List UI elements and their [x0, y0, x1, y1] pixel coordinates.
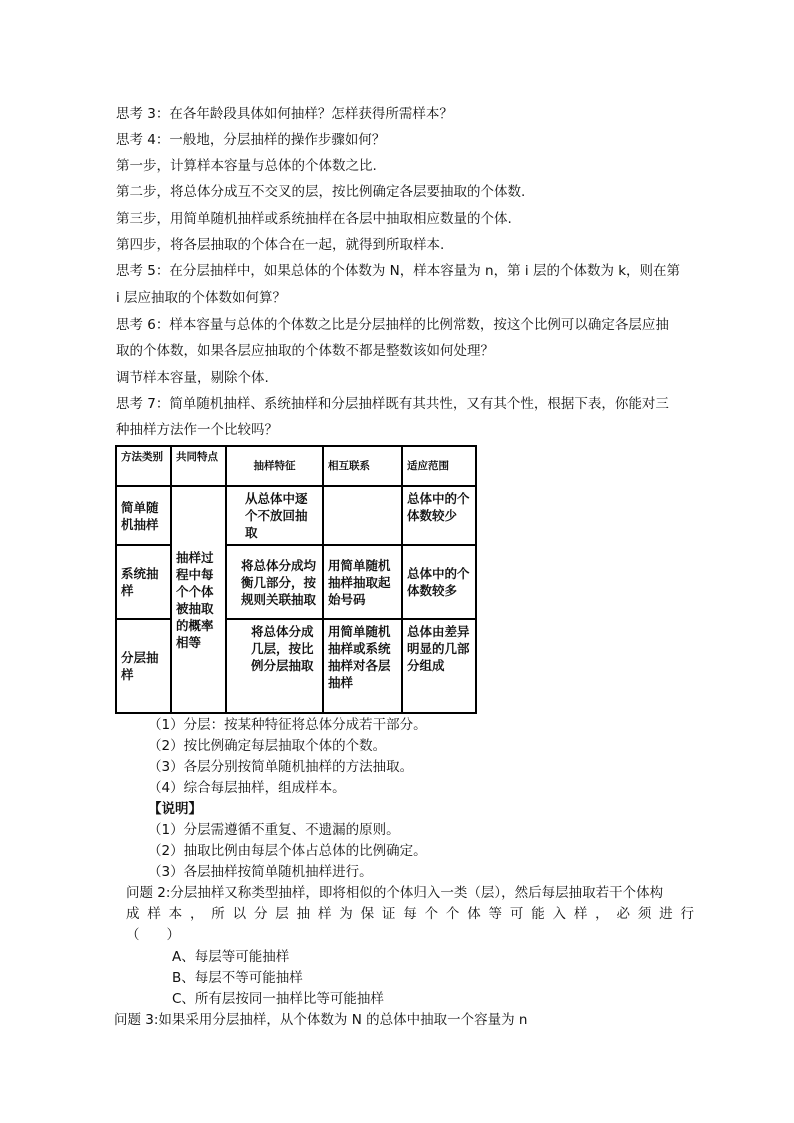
question-7-line-2: 种抽样方法作一个比较吗？ — [116, 422, 278, 438]
question-6-line-1: 思考 6：样本容量与总体的个体数之比是分层抽样的比例常数，按这个比例可以确定各层应抽 — [116, 317, 669, 333]
stratify-step-4: （4）综合每层抽样，组成样本。 — [148, 780, 346, 796]
question-5-line-2: i 层应抽取的个体数如何算？ — [116, 290, 287, 306]
note-1: （1）分层需遵循不重复、不遗漏的原则。 — [148, 822, 400, 838]
step-1: 第一步，计算样本容量与总体的个体数之比. — [116, 158, 377, 174]
question-5-line-1: 思考 5：在分层抽样中，如果总体的个体数为 N，样本容量为 n，第 i 层的个体数为 k，则在第 — [116, 263, 681, 279]
header-feature: 抽样特征 — [226, 446, 323, 486]
step-4: 第四步，将各层抽取的个体合在一起，就得到所取样本. — [116, 237, 445, 253]
table-row — [116, 619, 476, 713]
relation-systematic: 用简单随机抽样抽取起始号码 — [323, 545, 402, 619]
feature-systematic: 将总体分成均衡几部分，按规则关联抽取 — [226, 545, 323, 619]
option-c: C、所有层按同一抽样比等可能抽样 — [172, 991, 384, 1007]
step-3: 第三步，用简单随机抽样或系统抽样在各层中抽取相应数量的个体. — [116, 211, 512, 227]
problem-2-line-2: 成 样 本 ， 所 以 分 层 抽 样 为 保 证 每 个 个 体 等 可 能 入 样 ， 必 须 进 行 — [126, 906, 694, 922]
header-scope: 适应范围 — [402, 446, 476, 486]
relation-stratified: 用简单随机抽样或系统抽样对各层抽样 — [323, 619, 402, 713]
question-6-line-2: 取的个体数，如果各层应抽取的个体数不都是整数该如何处理？ — [116, 343, 494, 359]
problem-3: 问题 3:如果采用分层抽样，从个体数为 N 的总体中抽取一个容量为 n — [114, 1012, 528, 1028]
relation-simple-random — [323, 486, 402, 545]
common-feature: 抽样过程中每个个体被抽取的概率相等 — [171, 486, 226, 713]
scope-stratified: 总体由差异明显的几部分组成 — [402, 619, 476, 713]
note-title: 【说明】 — [148, 801, 202, 817]
method-systematic: 系统抽样 — [116, 545, 171, 619]
scope-systematic: 总体中的个体数较多 — [402, 545, 476, 619]
feature-stratified: 将总体分成几层，按比例分层抽取 — [226, 619, 323, 713]
stratify-step-1: （1）分层：按某种特征将总体分成若干部分。 — [148, 717, 427, 733]
header-relation: 相互联系 — [323, 446, 402, 486]
table-header-row — [116, 446, 476, 486]
table-row — [116, 486, 476, 545]
problem-2-blank: （ ） — [126, 927, 180, 943]
option-a: A、每层等可能抽样 — [172, 949, 290, 965]
option-b: B、每层不等可能抽样 — [172, 970, 303, 986]
stratify-step-3: （3）各层分别按简单随机抽样的方法抽取。 — [148, 759, 414, 775]
method-stratified: 分层抽样 — [116, 619, 171, 713]
stratify-step-2: （2）按比例确定每层抽取个体的个数。 — [148, 738, 387, 754]
method-simple-random: 简单随机抽样 — [116, 486, 171, 545]
feature-simple-random: 从总体中逐个不放回抽取 — [226, 486, 323, 545]
question-3: 思考 3：在各年龄段具体如何抽样？怎样获得所需样本？ — [116, 106, 453, 122]
header-common: 共同特点 — [171, 446, 226, 486]
scope-simple-random: 总体中的个体数较少 — [402, 486, 476, 545]
header-method: 方法类别 — [116, 446, 171, 486]
comparison-table — [115, 445, 477, 714]
adjust-answer: 调节样本容量，剔除个体. — [116, 370, 269, 386]
problem-2-line-1: 问题 2:分层抽样又称类型抽样，即将相似的个体归入一类（层），然后每层抽取若干个体构 — [126, 885, 664, 901]
note-2: （2）抽取比例由每层个体占总体的比例确定。 — [148, 843, 427, 859]
step-2: 第二步，将总体分成互不交叉的层，按比例确定各层要抽取的个体数. — [116, 184, 526, 200]
table-row — [116, 545, 476, 619]
note-3: （3）各层抽样按简单随机抽样进行。 — [148, 864, 373, 880]
question-4: 思考 4：一般地，分层抽样的操作步骤如何？ — [116, 132, 386, 148]
question-7-line-1: 思考 7：简单随机抽样、系统抽样和分层抽样既有其共性，又有其个性，根据下表，你能对三 — [116, 396, 669, 412]
